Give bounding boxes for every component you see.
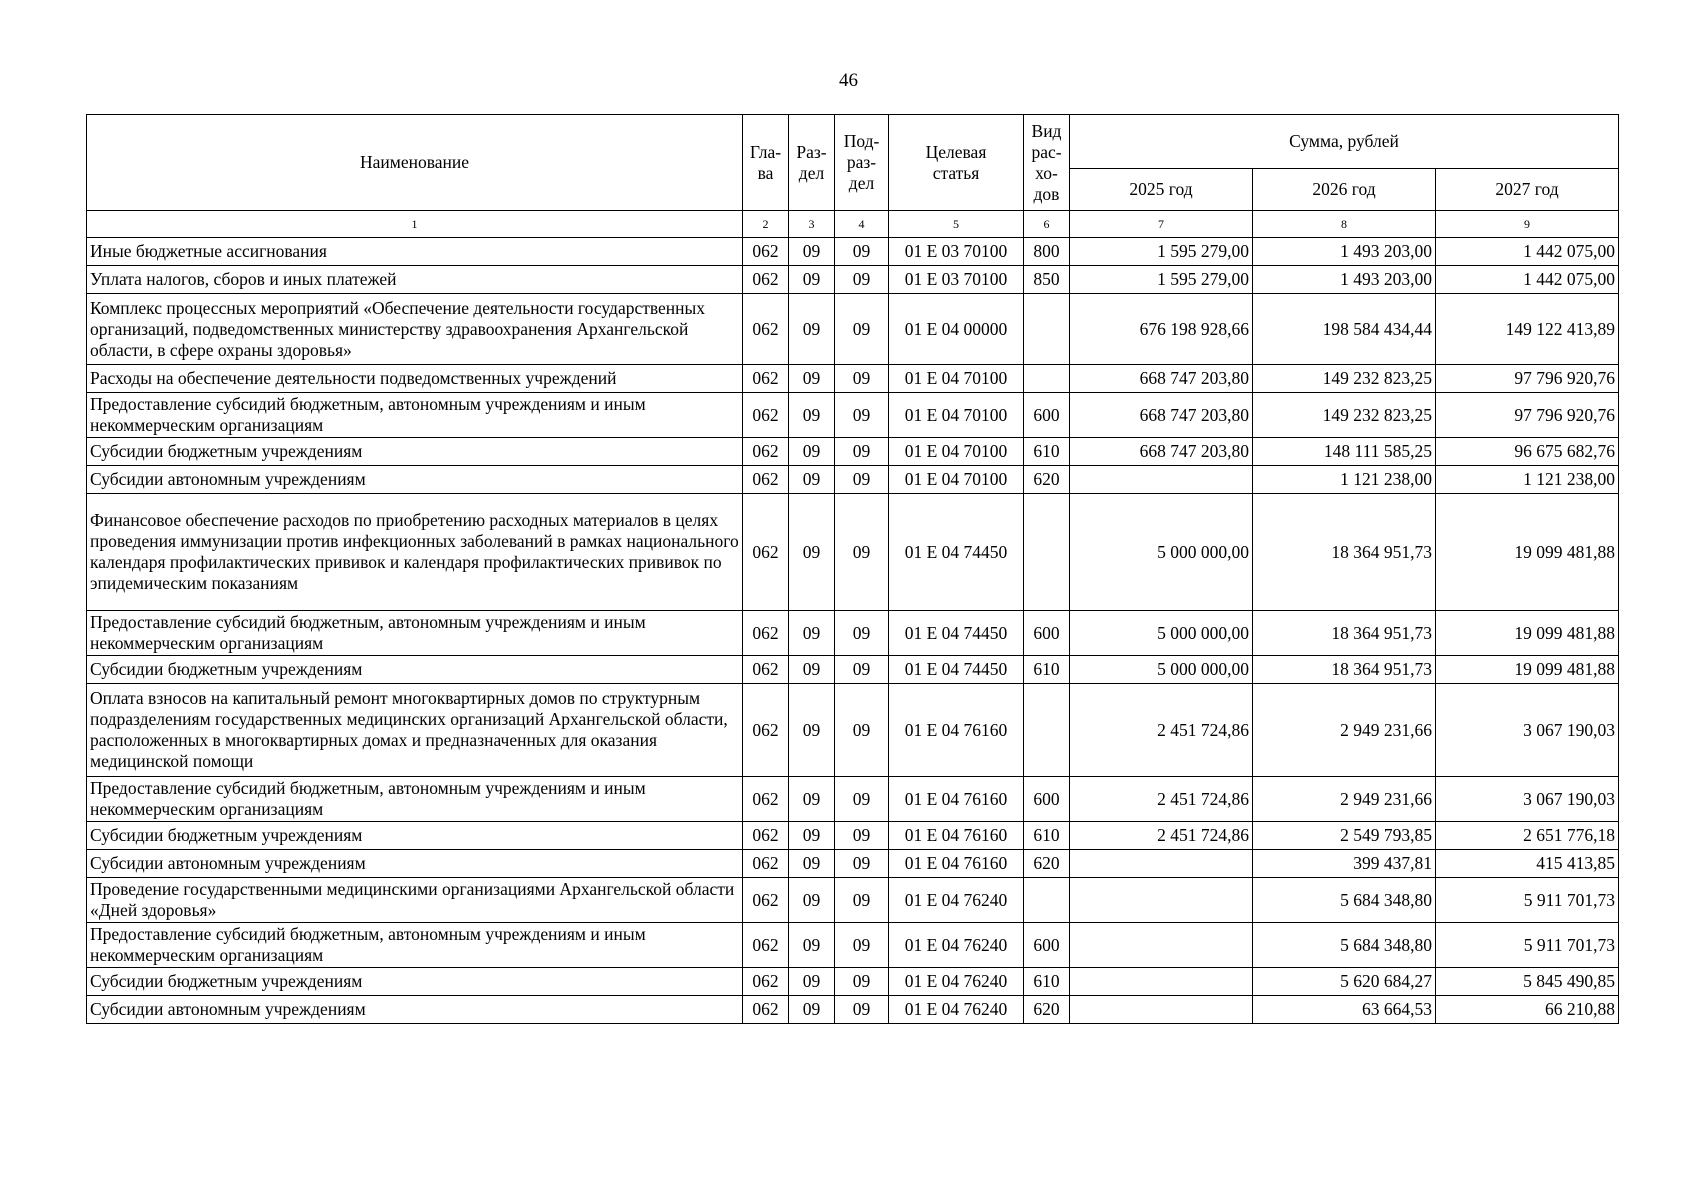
row-razdel: 09: [789, 822, 835, 850]
row-vid-raskhodov: 800: [1024, 238, 1070, 266]
row-sum-2026: 1 493 203,00: [1253, 266, 1436, 294]
row-vid-raskhodov: 610: [1024, 438, 1070, 466]
row-name: Субсидии автономным учреждениям: [87, 466, 743, 494]
row-sum-2027: 19 099 481,88: [1436, 494, 1619, 611]
row-podrazdel: 09: [835, 850, 889, 878]
table-row: [87, 494, 1619, 611]
row-sum-2025: 5 000 000,00: [1070, 494, 1253, 611]
row-tselevaya-statya: 01 Е 04 70100: [889, 438, 1024, 466]
row-name: Субсидии бюджетным учреждениям: [87, 822, 743, 850]
row-name: Субсидии автономным учреждениям: [87, 850, 743, 878]
row-sum-2026: 2 549 793,85: [1253, 822, 1436, 850]
table-row: [87, 656, 1619, 684]
row-glava: 062: [743, 466, 789, 494]
row-tselevaya-statya: 01 Е 04 70100: [889, 466, 1024, 494]
row-sum-2027: 3 067 190,03: [1436, 684, 1619, 777]
table-row: [87, 438, 1619, 466]
row-sum-2025: 5 000 000,00: [1070, 656, 1253, 684]
row-razdel: 09: [789, 656, 835, 684]
row-podrazdel: 09: [835, 393, 889, 438]
row-podrazdel: 09: [835, 611, 889, 656]
row-name: Уплата налогов, сборов и иных платежей: [87, 266, 743, 294]
budget-table: [86, 114, 1619, 1024]
row-sum-2026: 1 121 238,00: [1253, 466, 1436, 494]
row-razdel: 09: [789, 684, 835, 777]
row-podrazdel: 09: [835, 777, 889, 822]
row-name: Иные бюджетные ассигнования: [87, 238, 743, 266]
row-sum-2026: 5 684 348,80: [1253, 878, 1436, 923]
table-row: [87, 923, 1619, 968]
row-glava: 062: [743, 996, 789, 1024]
header-name: Наименование: [87, 115, 743, 211]
header-summa: Сумма, рублей: [1070, 115, 1619, 169]
row-tselevaya-statya: 01 Е 04 74450: [889, 611, 1024, 656]
row-glava: 062: [743, 365, 789, 393]
header-tselevaya-statya: Целевая статья: [889, 115, 1024, 211]
column-number: 2: [743, 211, 789, 238]
row-sum-2027: 1 442 075,00: [1436, 266, 1619, 294]
row-vid-raskhodov: [1024, 365, 1070, 393]
row-name: Расходы на обеспечение деятельности подведомственных учреждений: [87, 365, 743, 393]
row-sum-2026: 198 584 434,44: [1253, 294, 1436, 365]
row-razdel: 09: [789, 923, 835, 968]
header-year-2027: 2027 год: [1436, 169, 1619, 211]
row-sum-2027: 3 067 190,03: [1436, 777, 1619, 822]
header-year-2026: 2026 год: [1253, 169, 1436, 211]
row-razdel: 09: [789, 611, 835, 656]
row-podrazdel: 09: [835, 996, 889, 1024]
row-sum-2027: 97 796 920,76: [1436, 393, 1619, 438]
row-glava: 062: [743, 923, 789, 968]
table-row: [87, 850, 1619, 878]
table-body: [87, 238, 1619, 1024]
table-row: [87, 968, 1619, 996]
row-podrazdel: 09: [835, 266, 889, 294]
row-sum-2025: 2 451 724,86: [1070, 777, 1253, 822]
row-sum-2025: 5 000 000,00: [1070, 611, 1253, 656]
row-vid-raskhodov: 610: [1024, 822, 1070, 850]
header-year-2025: 2025 год: [1070, 169, 1253, 211]
row-sum-2027: 1 442 075,00: [1436, 238, 1619, 266]
row-razdel: 09: [789, 238, 835, 266]
row-tselevaya-statya: 01 Е 03 70100: [889, 238, 1024, 266]
row-sum-2026: 18 364 951,73: [1253, 611, 1436, 656]
row-tselevaya-statya: 01 Е 04 00000: [889, 294, 1024, 365]
row-sum-2027: 5 845 490,85: [1436, 968, 1619, 996]
header-vid-raskhodov: Вид рас- хо- дов: [1024, 115, 1070, 211]
row-podrazdel: 09: [835, 365, 889, 393]
column-number: 1: [87, 211, 743, 238]
row-sum-2027: 2 651 776,18: [1436, 822, 1619, 850]
row-name: Комплекс процессных мероприятий «Обеспечение деятельности государственных организаций, подведомственных министерству здравоохранения Архангельской области, в сфере охраны здоровья»: [87, 294, 743, 365]
row-sum-2027: 149 122 413,89: [1436, 294, 1619, 365]
row-podrazdel: 09: [835, 238, 889, 266]
table-row: [87, 294, 1619, 365]
row-vid-raskhodov: 600: [1024, 923, 1070, 968]
column-numbers-row: [87, 211, 1619, 238]
row-sum-2026: 2 949 231,66: [1253, 684, 1436, 777]
row-name: Проведение государственными медицинскими организациями Архангельской области «Дней здоровья»: [87, 878, 743, 923]
row-sum-2027: 97 796 920,76: [1436, 365, 1619, 393]
row-name: Предоставление субсидий бюджетным, автономным учреждениям и иным некоммерческим организациям: [87, 923, 743, 968]
row-glava: 062: [743, 494, 789, 611]
row-name: Субсидии автономным учреждениям: [87, 996, 743, 1024]
row-vid-raskhodov: 620: [1024, 466, 1070, 494]
row-podrazdel: 09: [835, 822, 889, 850]
row-name: Оплата взносов на капитальный ремонт многоквартирных домов по структурным подразделениям государственных медицинских организаций Архангельской области, расположенных в многоквартирных домах и предназначенных для оказания медицинской помощи: [87, 684, 743, 777]
row-glava: 062: [743, 878, 789, 923]
row-tselevaya-statya: 01 Е 04 70100: [889, 393, 1024, 438]
row-glava: 062: [743, 968, 789, 996]
row-tselevaya-statya: 01 Е 04 76160: [889, 822, 1024, 850]
row-glava: 062: [743, 656, 789, 684]
row-sum-2026: 149 232 823,25: [1253, 365, 1436, 393]
row-sum-2026: 63 664,53: [1253, 996, 1436, 1024]
row-sum-2026: 5 620 684,27: [1253, 968, 1436, 996]
row-sum-2027: 19 099 481,88: [1436, 611, 1619, 656]
row-sum-2025: 676 198 928,66: [1070, 294, 1253, 365]
row-vid-raskhodov: 600: [1024, 393, 1070, 438]
table-row: [87, 365, 1619, 393]
table-row: [87, 822, 1619, 850]
column-number: 9: [1436, 211, 1619, 238]
row-sum-2026: 399 437,81: [1253, 850, 1436, 878]
row-tselevaya-statya: 01 Е 04 76240: [889, 996, 1024, 1024]
table-row: [87, 238, 1619, 266]
table-row: [87, 996, 1619, 1024]
table-row: [87, 266, 1619, 294]
row-name: Предоставление субсидий бюджетным, автономным учреждениям и иным некоммерческим организациям: [87, 777, 743, 822]
row-sum-2027: 5 911 701,73: [1436, 878, 1619, 923]
row-sum-2026: 149 232 823,25: [1253, 393, 1436, 438]
row-tselevaya-statya: 01 Е 04 76160: [889, 777, 1024, 822]
row-podrazdel: 09: [835, 968, 889, 996]
row-vid-raskhodov: 850: [1024, 266, 1070, 294]
header-razdel: Раз- дел: [789, 115, 835, 211]
row-razdel: 09: [789, 466, 835, 494]
row-name: Предоставление субсидий бюджетным, автономным учреждениям и иным некоммерческим организациям: [87, 611, 743, 656]
row-sum-2025: [1070, 850, 1253, 878]
row-sum-2025: [1070, 466, 1253, 494]
row-razdel: 09: [789, 438, 835, 466]
row-sum-2025: 668 747 203,80: [1070, 365, 1253, 393]
row-podrazdel: 09: [835, 923, 889, 968]
row-vid-raskhodov: [1024, 494, 1070, 611]
column-number: 4: [835, 211, 889, 238]
row-razdel: 09: [789, 850, 835, 878]
row-podrazdel: 09: [835, 656, 889, 684]
row-podrazdel: 09: [835, 494, 889, 611]
row-name: Субсидии бюджетным учреждениям: [87, 656, 743, 684]
row-vid-raskhodov: 610: [1024, 656, 1070, 684]
page-number: 46: [839, 70, 858, 91]
row-sum-2025: 1 595 279,00: [1070, 238, 1253, 266]
row-razdel: 09: [789, 996, 835, 1024]
row-glava: 062: [743, 393, 789, 438]
row-razdel: 09: [789, 777, 835, 822]
row-glava: 062: [743, 294, 789, 365]
row-razdel: 09: [789, 393, 835, 438]
row-razdel: 09: [789, 266, 835, 294]
row-razdel: 09: [789, 968, 835, 996]
row-sum-2025: 2 451 724,86: [1070, 822, 1253, 850]
table-row: [87, 777, 1619, 822]
row-tselevaya-statya: 01 Е 04 76240: [889, 923, 1024, 968]
row-sum-2027: 96 675 682,76: [1436, 438, 1619, 466]
column-number: 5: [889, 211, 1024, 238]
row-sum-2026: 1 493 203,00: [1253, 238, 1436, 266]
row-razdel: 09: [789, 365, 835, 393]
row-vid-raskhodov: [1024, 684, 1070, 777]
row-vid-raskhodov: 610: [1024, 968, 1070, 996]
row-podrazdel: 09: [835, 466, 889, 494]
row-podrazdel: 09: [835, 438, 889, 466]
row-vid-raskhodov: 620: [1024, 850, 1070, 878]
row-sum-2027: 1 121 238,00: [1436, 466, 1619, 494]
table-row: [87, 611, 1619, 656]
row-sum-2026: 5 684 348,80: [1253, 923, 1436, 968]
row-glava: 062: [743, 822, 789, 850]
row-vid-raskhodov: 620: [1024, 996, 1070, 1024]
row-vid-raskhodov: 600: [1024, 777, 1070, 822]
table-row: [87, 878, 1619, 923]
column-number: 6: [1024, 211, 1070, 238]
row-glava: 062: [743, 266, 789, 294]
row-razdel: 09: [789, 294, 835, 365]
row-sum-2025: [1070, 878, 1253, 923]
row-sum-2025: 2 451 724,86: [1070, 684, 1253, 777]
row-sum-2025: 668 747 203,80: [1070, 438, 1253, 466]
table-row: [87, 393, 1619, 438]
row-vid-raskhodov: [1024, 878, 1070, 923]
row-tselevaya-statya: 01 Е 04 74450: [889, 494, 1024, 611]
row-glava: 062: [743, 611, 789, 656]
row-sum-2025: 668 747 203,80: [1070, 393, 1253, 438]
row-vid-raskhodov: 600: [1024, 611, 1070, 656]
table-row: [87, 684, 1619, 777]
row-sum-2026: 2 949 231,66: [1253, 777, 1436, 822]
row-tselevaya-statya: 01 Е 03 70100: [889, 266, 1024, 294]
row-razdel: 09: [789, 494, 835, 611]
row-sum-2025: [1070, 923, 1253, 968]
row-glava: 062: [743, 238, 789, 266]
row-podrazdel: 09: [835, 684, 889, 777]
row-glava: 062: [743, 850, 789, 878]
header-glava: Гла- ва: [743, 115, 789, 211]
column-number: 7: [1070, 211, 1253, 238]
row-tselevaya-statya: 01 Е 04 76240: [889, 878, 1024, 923]
row-tselevaya-statya: 01 Е 04 70100: [889, 365, 1024, 393]
column-number: 3: [789, 211, 835, 238]
row-vid-raskhodov: [1024, 294, 1070, 365]
row-sum-2025: [1070, 968, 1253, 996]
row-sum-2026: 148 111 585,25: [1253, 438, 1436, 466]
row-sum-2027: 5 911 701,73: [1436, 923, 1619, 968]
header-podrazdel: Под- раз- дел: [835, 115, 889, 211]
row-podrazdel: 09: [835, 878, 889, 923]
row-sum-2025: [1070, 996, 1253, 1024]
row-glava: 062: [743, 777, 789, 822]
row-tselevaya-statya: 01 Е 04 76240: [889, 968, 1024, 996]
row-sum-2027: 415 413,85: [1436, 850, 1619, 878]
row-tselevaya-statya: 01 Е 04 74450: [889, 656, 1024, 684]
column-number: 8: [1253, 211, 1436, 238]
table-row: [87, 466, 1619, 494]
row-name: Предоставление субсидий бюджетным, автономным учреждениям и иным некоммерческим организациям: [87, 393, 743, 438]
row-tselevaya-statya: 01 Е 04 76160: [889, 850, 1024, 878]
row-podrazdel: 09: [835, 294, 889, 365]
row-name: Финансовое обеспечение расходов по приобретению расходных материалов в целях проведения иммунизации против инфекционных заболеваний в рамках национального календаря профилактических прививок и календаря профилактических прививок по эпидемическим показаниям: [87, 494, 743, 611]
row-sum-2026: 18 364 951,73: [1253, 656, 1436, 684]
row-glava: 062: [743, 684, 789, 777]
row-razdel: 09: [789, 878, 835, 923]
row-sum-2027: 66 210,88: [1436, 996, 1619, 1024]
row-sum-2026: 18 364 951,73: [1253, 494, 1436, 611]
table-header: [87, 115, 1619, 238]
row-glava: 062: [743, 438, 789, 466]
row-name: Субсидии бюджетным учреждениям: [87, 438, 743, 466]
row-tselevaya-statya: 01 Е 04 76160: [889, 684, 1024, 777]
row-name: Субсидии бюджетным учреждениям: [87, 968, 743, 996]
row-sum-2025: 1 595 279,00: [1070, 266, 1253, 294]
row-sum-2027: 19 099 481,88: [1436, 656, 1619, 684]
